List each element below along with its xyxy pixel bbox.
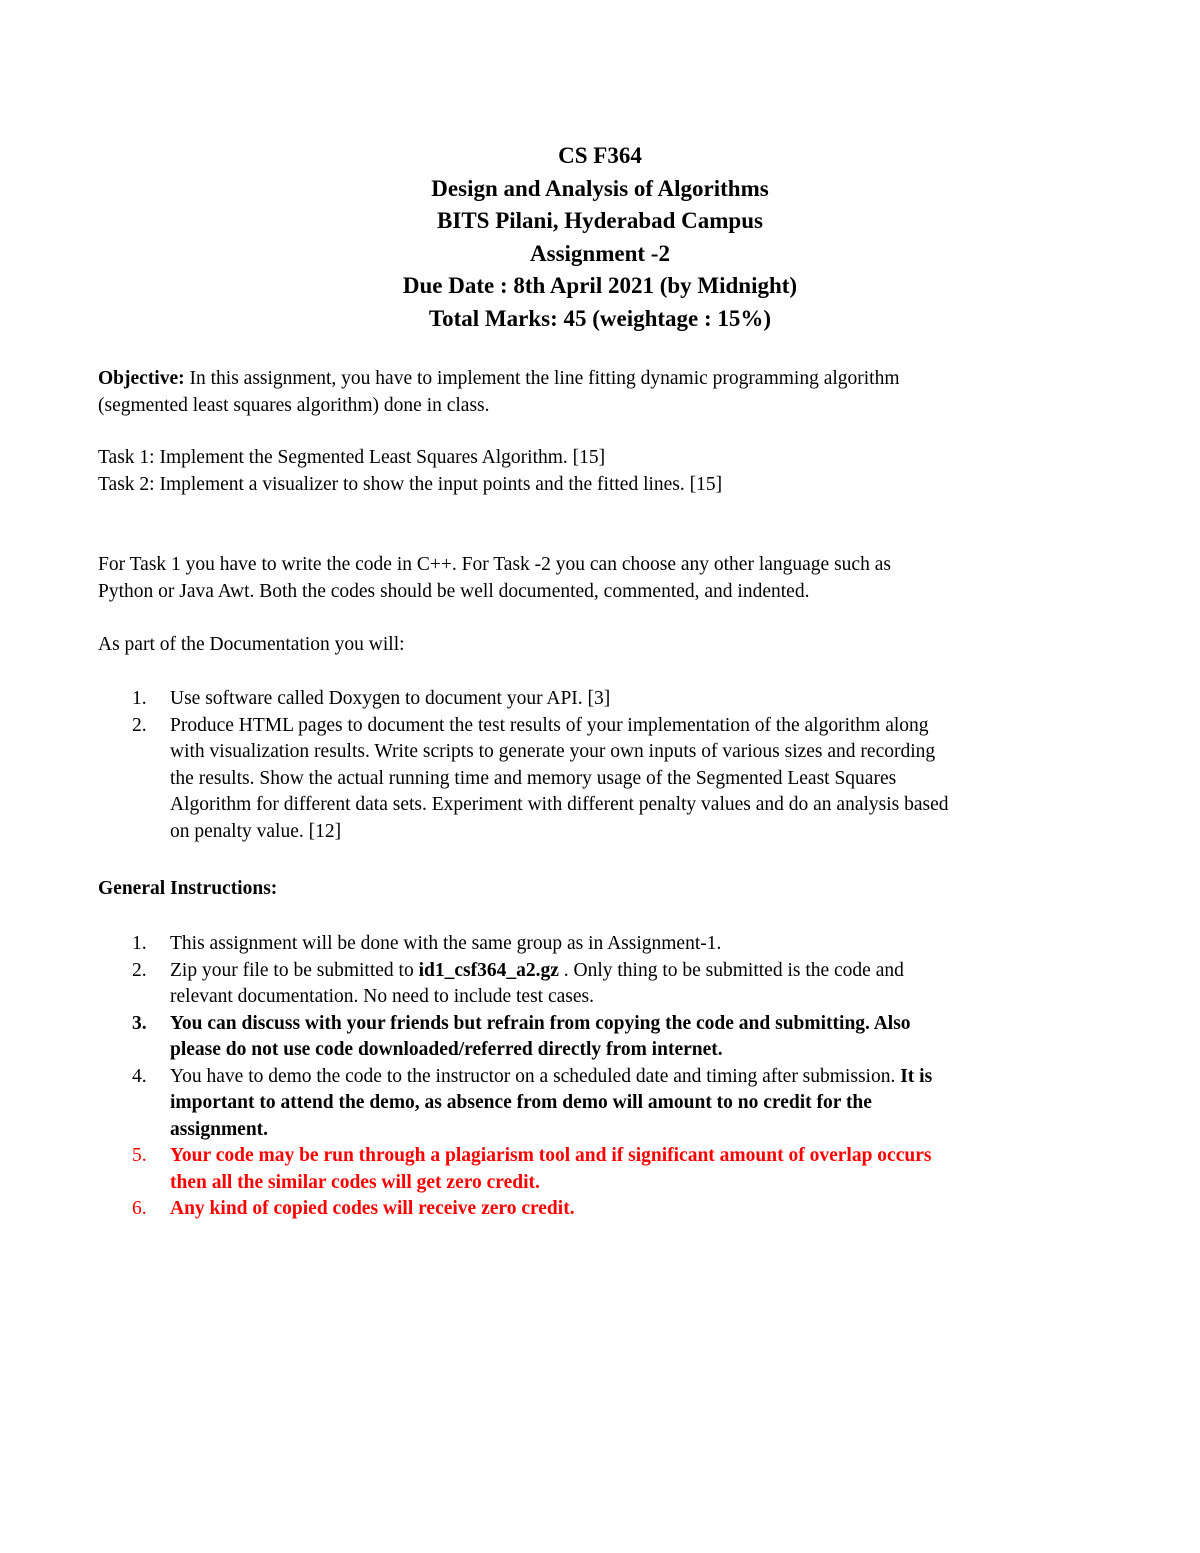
assignment-title: Assignment -2 xyxy=(530,240,670,266)
list-item-text: the results. Show the actual running time and memory usage of the Segmented Least Squares xyxy=(170,767,897,789)
list-item-text-part: It is xyxy=(900,1065,933,1087)
list-item-number: 1. xyxy=(132,688,147,709)
language-note xyxy=(98,552,1118,605)
list-item-text-part: You have to demo the code to the instructor on a scheduled date and timing after submission. xyxy=(170,1065,901,1087)
objective-label: Objective: xyxy=(98,368,185,389)
general-instructions-heading-block xyxy=(98,876,1118,903)
list-item-text: This assignment will be done with the same group as in Assignment-1. xyxy=(170,933,722,954)
general-instructions-list xyxy=(98,931,1118,1223)
list-item-text xyxy=(170,1064,1118,1091)
list-item xyxy=(98,1011,1118,1064)
list-item-text: please do not use code downloaded/referred directly from internet. xyxy=(170,1039,723,1060)
document-header xyxy=(0,140,1200,336)
course-title: Design and Analysis of Algorithms xyxy=(431,175,769,201)
list-item-number: 4. xyxy=(132,1065,147,1087)
list-item xyxy=(98,931,1118,958)
list-item-warning xyxy=(98,1196,1118,1223)
list-item-number: 3. xyxy=(132,1012,147,1034)
task-1: Task 1: Implement the Segmented Least Squares Algorithm. [15] xyxy=(98,447,606,468)
list-item xyxy=(98,1064,1118,1144)
list-item-text: Produce HTML pages to document the test results of your implementation of the algorithm along xyxy=(170,714,929,736)
objective-section xyxy=(98,366,1118,419)
task-2: Task 2: Implement a visualizer to show the input points and the fitted lines. [15] xyxy=(98,473,723,495)
list-item-text: Algorithm for different data sets. Experiment with different penalty values and do an analysis based xyxy=(170,794,949,815)
general-instructions-heading: General Instructions: xyxy=(98,878,278,899)
course-code: CS F364 xyxy=(558,143,642,168)
list-item-text: assignment. xyxy=(170,1118,269,1140)
list-item-text: on penalty value. [12] xyxy=(170,820,342,842)
list-item-text xyxy=(170,958,1118,985)
institution-name: BITS Pilani, Hyderabad Campus xyxy=(437,208,763,234)
documentation-list xyxy=(98,686,1118,845)
list-item-number: 2. xyxy=(132,714,147,736)
list-item xyxy=(98,958,1118,1011)
submission-filename: id1_csf364_a2.gz xyxy=(418,959,559,981)
objective-line-2: (segmented least squares algorithm) done in class. xyxy=(98,394,490,416)
list-item-text: with visualization results. Write scripts to generate your own inputs of various sizes and recording xyxy=(170,741,936,762)
total-marks: Total Marks: 45 (weightage : 15%) xyxy=(428,305,772,331)
list-item-number: 5. xyxy=(132,1145,147,1166)
list-item-warning xyxy=(98,1143,1118,1196)
language-note-line-2: Python or Java Awt. Both the codes should be well documented, commented, and indented. xyxy=(98,580,810,602)
due-date: Due Date : 8th April 2021 (by Midnight) xyxy=(402,273,798,299)
list-item-text-part: . Only thing to be submitted is the code and xyxy=(558,959,904,981)
list-item-text: Your code may be run through a plagiarism tool and if significant amount of overlap occurs xyxy=(170,1145,932,1166)
list-item-text: important to attend the demo, as absence from demo will amount to no credit for the xyxy=(170,1092,872,1113)
list-item-text-part: Zip your file to be submitted to xyxy=(170,959,419,981)
list-item-text: Any kind of copied codes will receive zero credit. xyxy=(170,1198,575,1219)
list-item-text: then all the similar codes will get zero credit. xyxy=(170,1171,540,1193)
list-item xyxy=(98,713,1118,846)
list-item-number: 2. xyxy=(132,959,147,981)
documentation-intro xyxy=(98,632,1118,659)
list-item-text: Use software called Doxygen to document your API. [3] xyxy=(170,688,611,709)
documentation-intro-text: As part of the Documentation you will: xyxy=(98,634,405,655)
language-note-line-1: For Task 1 you have to write the code in C++. For Task -2 you can choose any other language such as xyxy=(98,554,891,575)
objective-line-1 xyxy=(98,366,1118,393)
list-item-number: 6. xyxy=(132,1198,147,1219)
tasks-section xyxy=(98,445,1118,498)
list-item xyxy=(98,686,1118,713)
list-item-number: 1. xyxy=(132,933,147,954)
objective-text: In this assignment, you have to implement the line fitting dynamic programming algorithm xyxy=(184,368,900,389)
list-item-text: You can discuss with your friends but refrain from copying the code and submitting. Also xyxy=(170,1012,911,1034)
list-item-text: relevant documentation. No need to include test cases. xyxy=(170,986,594,1007)
